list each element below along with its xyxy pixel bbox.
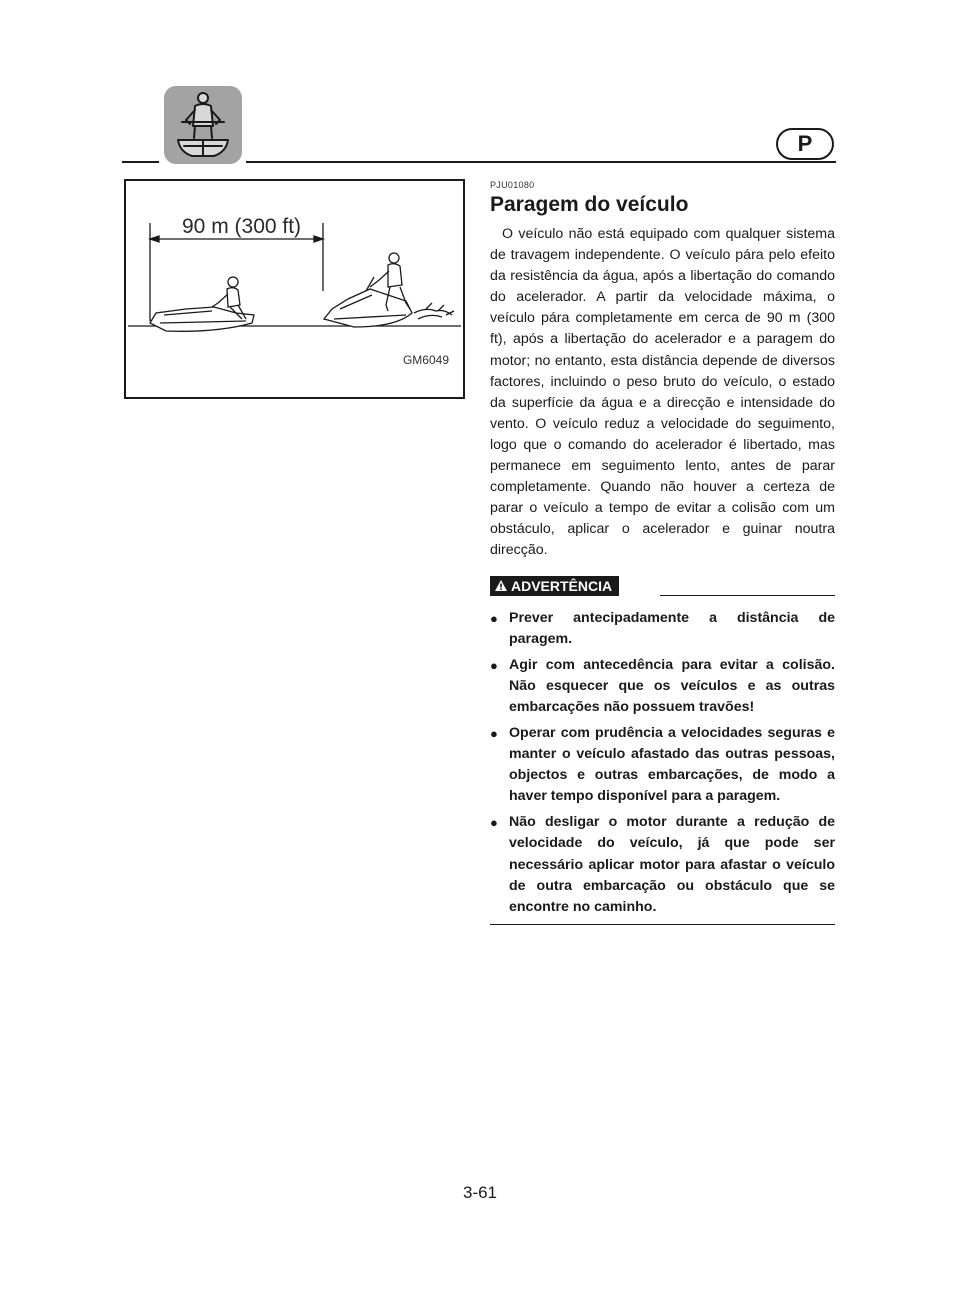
warning-triangle-icon xyxy=(494,579,508,592)
jet-ski-rider-icon xyxy=(164,86,242,164)
warning-label: ADVERTÊNCIA xyxy=(511,577,613,594)
bullet-icon: ● xyxy=(490,815,498,831)
content-column xyxy=(490,180,835,925)
warning-end-rule xyxy=(490,924,835,925)
body-paragraph: O veículo não está equipado com qualquer sistema de travagem independente. O veículo pára pelo efeito da resistência da água, após a libertação do comando do acelerador. A partir da velocidade máxima, o veículo pára completamente em cerca de 90 m (300 ft), após a libertação do acelerador e a paragem do motor; no entanto, esta distância depende de diversos factores, incluindo o peso bruto do veículo, o estado da superfície da água e a direcção e intensidade do vento. O veículo reduz a velocidade do seguimento, logo que o comando do acelerador é libertado, mas permanece em seguimento lento, antes de parar completamente. Quando não houver a certeza de parar o veículo a tempo de evitar a colisão com um obstáculo, aplicar o acelerador e guinar noutra direcção. xyxy=(490,226,835,559)
warning-item: ● Agir com antecedência para evitar a colisão. Não esquecer que os veículos e as outras embarcações não possuem travões! xyxy=(490,656,835,715)
header-rule-right xyxy=(246,161,836,163)
language-badge: P xyxy=(776,128,834,160)
warning-item: ● Operar com prudência a velocidades seguras e manter o veículo afastado das outras pessoas, objectos e outras embarcações, de modo a haver tempo disponível para a paragem. xyxy=(490,724,835,805)
warning-item: ● Prever antecipadamente a distância de paragem. xyxy=(490,609,835,647)
warning-rule xyxy=(660,595,835,596)
warning-header xyxy=(490,576,835,600)
dimension-label: 90 m (300 ft) xyxy=(182,215,302,238)
page-number: 3-61 xyxy=(462,1183,498,1202)
figure-code: GM6049 xyxy=(402,353,449,367)
header-rule-left xyxy=(122,161,159,163)
bullet-icon: ● xyxy=(490,610,498,626)
section-title: Paragem do veículo xyxy=(490,193,689,216)
warning-list xyxy=(490,608,835,918)
warning-tag xyxy=(490,576,619,596)
bullet-icon: ● xyxy=(490,725,498,741)
stopping-distance-figure xyxy=(124,179,465,399)
section-code: PJU01080 xyxy=(490,180,535,190)
warning-item: ● Não desligar o motor durante a redução de velocidade do veículo, já que pode ser necessário aplicar motor para afastar o veículo de outra embarcação ou obstáculo que se encontre no caminho. xyxy=(490,814,835,915)
bullet-icon: ● xyxy=(490,657,498,673)
